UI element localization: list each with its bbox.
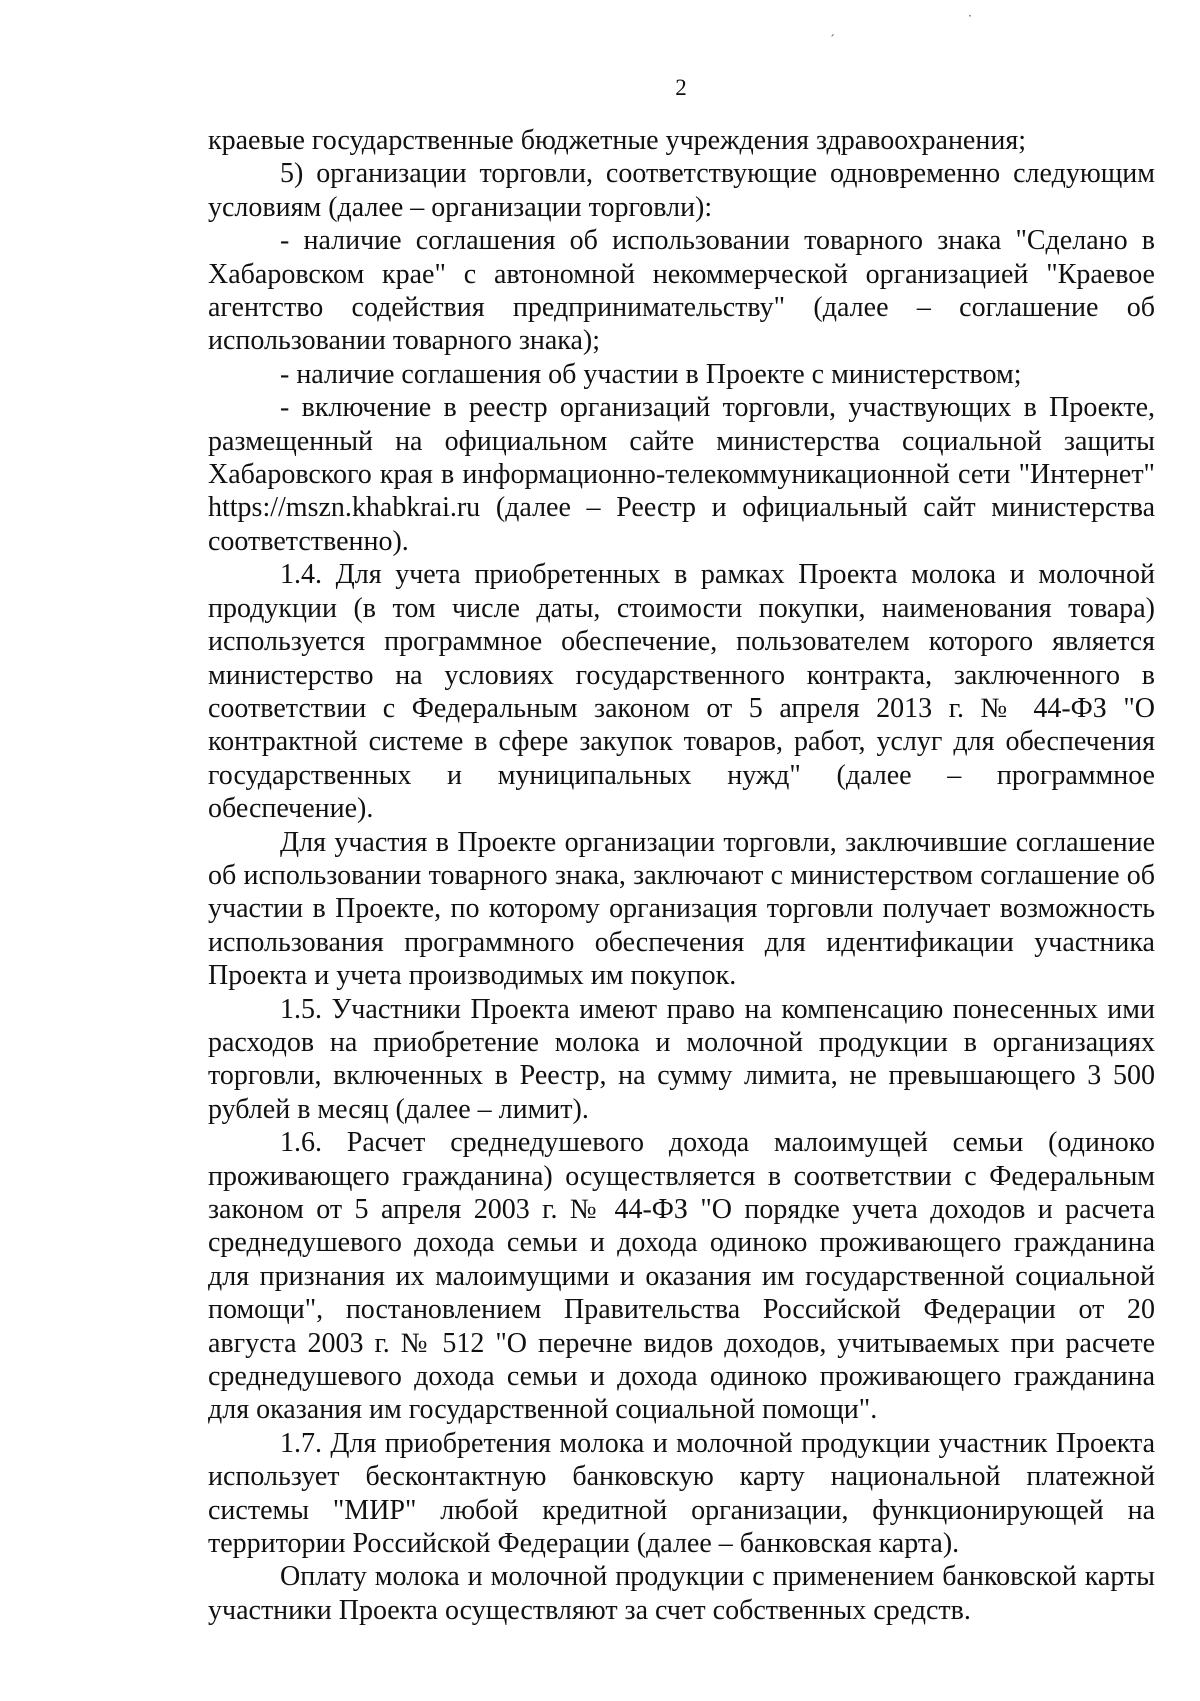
page-number: 2 [675,75,687,100]
document-body [208,124,1155,1627]
paragraph: Для участия в Проекте организации торговли, заключившие соглашение об использовании товарного знака, заключают с министерством соглашение об участии в Проекте, по которому организация торговли получает возможность использования программного обеспечения для идентификации участника Проекта и учета производимых им покупок. [208,826,1155,992]
paragraph: 1.5. Участники Проекта имеют право на компенсацию понесенных ими расходов на приобретение молока и молочной продукции в организациях торговли, включенных в Реестр, на сумму лимита, не превышающего 3 500 рублей в месяц (далее – лимит). [208,993,1155,1125]
paragraph: 1.6. Расчет среднедушевого дохода малоимущей семьи (одиноко проживающего гражданина) осуществляется в соответствии с Федеральным законом от 5 апреля 2003 г. № 44-ФЗ "О порядке учета доходов и расчета среднедушевого дохода семьи и дохода одиноко проживающего гражданина для признания их малоимущими и оказания им государственной социальной помощи", постановлением Правительства Российской Федерации от 20 августа 2003 г. № 512 "О перечне видов доходов, учитываемых при расчете среднедушевого дохода семьи и дохода одиноко проживающего гражданина для оказания им государственной социальной помощи". [208,1127,1155,1426]
paragraph: краевые государственные бюджетные учреждения здравоохранения; [208,125,1026,156]
paragraph: - наличие соглашения об использовании товарного знака "Сделано в Хабаровском крае" с автономной некоммерческой организацией "Краевое агентство содействия предпринимательству" (далее – соглашение об использовании товарного знака); [208,225,1155,357]
paragraph: - наличие соглашения об участии в Проекте с министерством; [280,358,1022,390]
paragraph: 1.4. Для учета приобретенных в рамках Проекта молока и молочной продукции (в том числе даты, стоимости покупки, наименования товара) используется программное обеспечение, пользователем которого является министерство на условиях государственного контракта, заключенного в соответствии с Федеральным законом от 5 апреля 2013 г. № 44-ФЗ "О контрактной системе в сфере закупок товаров, работ, услуг для обеспечения государственных и муниципальных нужд" (далее – программное обеспечение). [208,559,1155,825]
paragraph: 1.7. Для приобретения молока и молочной продукции участник Проекта использует бесконтактную банковскую карту национальной платежной системы "МИР" любой кредитной организации, функционирующей на территории Российской Федерации (далее – банковская карта). [208,1427,1155,1560]
scan-dot: · [968,9,972,23]
scan-dot: ˊ [829,33,835,47]
paragraph: Оплату молока и молочной продукции с применением банковской карты участники Проекта осуществляют за счет собственных средств. [208,1561,1155,1626]
paragraph: - включение в реестр организаций торговли, участвующих в Проекте, размещенный на официальном сайте министерства социальной защиты Хабаровского края в информационно-телекоммуникационной сети "Интернет" https://mszn.khabkrai.ru (далее – Реестр и официальный сайт министерства соответственно). [208,392,1155,557]
paragraph: 5) организации торговли, соответствующие одновременно следующим условиям (далее – организации торговли): [208,158,1155,223]
